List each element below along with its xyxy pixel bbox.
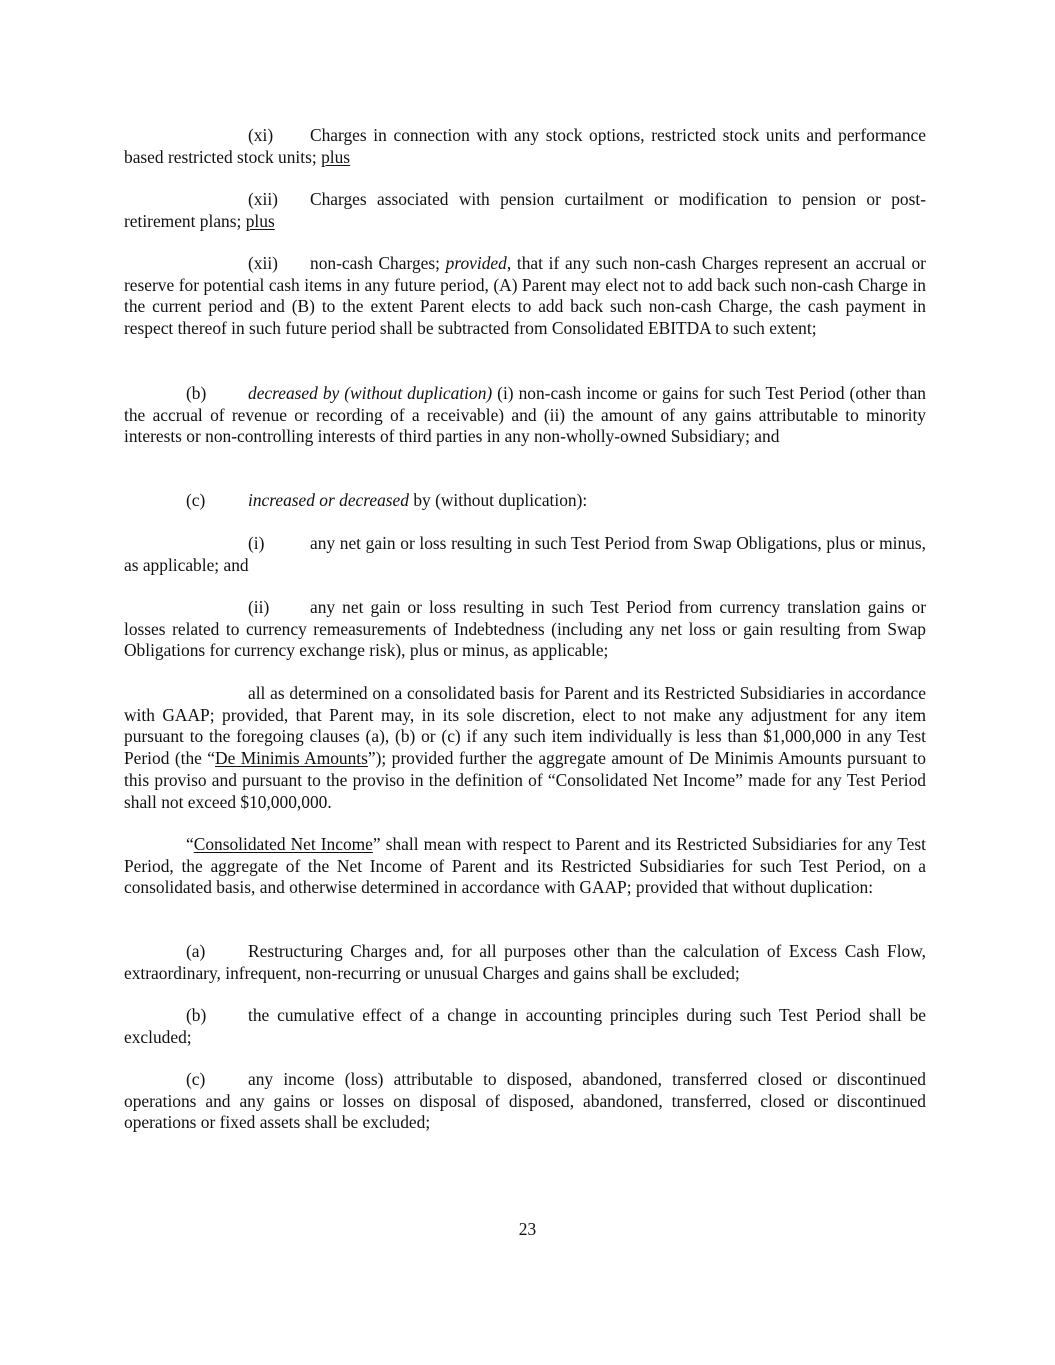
de-minimis-term: De Minimis Amounts [215, 748, 368, 769]
clause-text: Charges associated with pension curtailment or modification to pension or post-retirement plans; [124, 189, 926, 231]
clause-lead: non-cash Charges; [310, 253, 440, 273]
clause-text: Restructuring Charges and, for all purposes other than the calculation of Excess Cash Flow, extraordinary, infrequent, non-recurring or unusual Charges and gains shall be excluded; [124, 941, 926, 983]
clause-number: (ii) [248, 597, 270, 617]
consolidated-net-income-definition [124, 834, 926, 899]
clause-number: (c) [186, 490, 206, 510]
clause-italic: increased or decreased [248, 490, 409, 510]
plus-term: plus [245, 210, 275, 231]
clause-c-ii [124, 597, 926, 662]
clause-text: by (without duplication): [408, 490, 588, 510]
clause-number: (xi) [248, 125, 274, 145]
clause-text: any net gain or loss resulting in such Test Period from Swap Obligations, plus or minus, as applicable; and [124, 533, 926, 575]
clause-xii-non-cash [124, 253, 926, 340]
cni-clause-b [124, 1005, 926, 1048]
clause-italic: decreased by (without duplication) [248, 383, 493, 403]
clause-b-decreased [124, 383, 926, 448]
clause-xii-pension [124, 189, 926, 232]
clause-number: (xii) [248, 189, 278, 209]
clause-text: , that if any such non-cash Charges represent an accrual or reserve for potential cash items in any future period, (A) Parent may elect not to add back such non-cash Charge in the current period and (B) to the extent Parent elects to add back such non-cash Charge, the cash payment in respect thereof in such future period shall be subtracted from Consolidated EBITDA to such extent; [124, 253, 926, 339]
paragraph-text-after: ”); provided further the aggregate amount of De Minimis Amounts pursuant to this proviso and pursuant to the proviso in the definition of “Consolidated Net Income” made for any Test Period shall not exceed $10,000,000. [124, 748, 926, 812]
clause-number: (i) [248, 533, 265, 553]
clause-number: (xii) [248, 253, 278, 273]
defined-term: Consolidated Net Income [193, 834, 373, 854]
clause-xi [124, 125, 926, 168]
clause-text: any income (loss) attributable to disposed, abandoned, transferred closed or discontinued operations and any gains or losses on disposal of disposed, abandoned, transferred, closed or discontinued operations or fixed assets shall be excluded; [124, 1069, 926, 1133]
clause-number: (b) [186, 383, 207, 403]
provided-term: provided [445, 253, 507, 273]
plus-term: plus [321, 146, 351, 167]
page-number: 23 [518, 1219, 537, 1239]
de-minimis-paragraph [124, 683, 926, 813]
clause-text: Charges in connection with any stock options, restricted stock units and performance based restricted stock units; [124, 125, 926, 167]
paragraph-text-before: all as determined on a consolidated basis for Parent and its Restricted Subsidiaries in accordance with GAAP; provided, that Parent may, in its sole discretion, elect to not make any adjustment for any item pursuant to the foregoing clauses (a), (b) or (c) if any such item individually is less than $1,000,000 in any Test Period (the “ [124, 683, 926, 769]
clause-number: (a) [186, 941, 206, 961]
clause-c-i [124, 533, 926, 576]
clause-text: any net gain or loss resulting in such Test Period from currency translation gains or losses related to currency remeasurements of Indebtedness (including any net loss or gain resulting from Swap Obligations for currency exchange risk), plus or minus, as applicable; [124, 597, 926, 661]
cni-clause-c [124, 1069, 926, 1134]
clause-text: (i) non-cash income or gains for such Test Period (other than the accrual of revenue or recording of a receivable) and (ii) the amount of any gains attributable to minority interests or non-controlling interests of third parties in any non-wholly-owned Subsidiary; and [124, 383, 926, 447]
clause-text: the cumulative effect of a change in accounting principles during such Test Period shall be excluded; [124, 1005, 926, 1047]
clause-number: (c) [186, 1069, 206, 1089]
clause-number: (b) [186, 1005, 207, 1025]
clause-c-increased [124, 490, 926, 512]
open-quote: “ [186, 834, 194, 854]
definition-text: ” shall mean with respect to Parent and its Restricted Subsidiaries for any Test Period, the aggregate of the Net Income of Parent and its Restricted Subsidiaries for such Test Period, on a consolidated basis, and otherwise determined in accordance with GAAP; provided that without duplication: [124, 834, 926, 898]
cni-clause-a [124, 941, 926, 984]
